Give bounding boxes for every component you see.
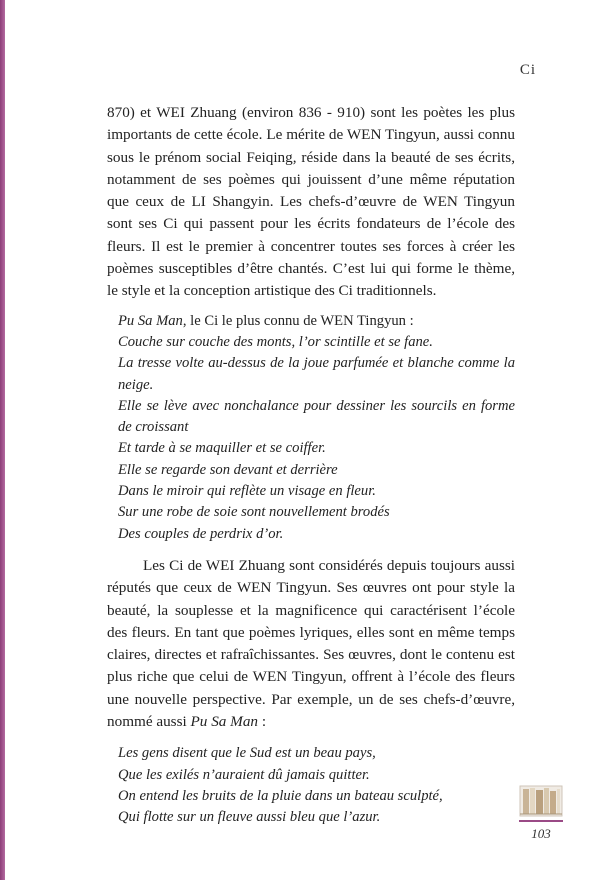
page-edge-strip — [0, 0, 5, 880]
poem-1-intro-text: , le Ci le plus connu de WEN Tingyun : — [182, 312, 414, 329]
poem-line: Dans le miroir qui reflète un visage en fleur. — [118, 483, 376, 500]
page-number: 103 — [531, 826, 551, 841]
poem-line: Des couples de perdrix d’or. — [118, 525, 284, 542]
poem-2 — [107, 743, 515, 828]
poem-line: On entend les bruits de la pluie dans un bateau sculpté, — [118, 787, 443, 804]
paragraph-2-title: Pu Sa Man — [190, 713, 259, 731]
paragraph-2-end: : — [258, 713, 267, 731]
poem-line: Couche sur couche des monts, l’or scintille et se fane. — [118, 333, 433, 350]
poem-line: Sur une robe de soie sont nouvellement brodés — [118, 504, 390, 521]
poem-line: Que les exilés n’auraient dû jamais quitter. — [118, 766, 370, 783]
poem-line: Elle se regarde son devant et derrière — [118, 461, 338, 478]
folio-rule — [519, 820, 563, 822]
poem-1 — [107, 311, 515, 545]
paragraph-2-text: Les Ci de WEI Zhuang sont considérés depuis toujours aussi réputés que ceux de WEN Tingyun. Ses œuvres ont pour style la beauté, la souplesse et la magnificence qui caractérisent l’école des fleurs. En tant que poèmes lyriques, elles sont en même temps claires, directes et rafraîchissantes. Ses œuvres, dont le contenu est plus riche que celui de WEN Tingyun, offrent à l’école des fleurs une nouvelle perspective. Par exemple, un de ses chefs-d’œuvre, nommé aussi — [107, 556, 515, 731]
poem-line: Qui flotte sur un fleuve aussi bleu que l’azur. — [118, 809, 381, 826]
paragraph-1: 870) et WEI Zhuang (environ 836 - 910) sont les poètes les plus importants de cette école. Le mérite de WEN Tingyun, aussi connu sous le prénom social Feiqing, réside dans la beauté de ses écrits, notamment de ses poèmes qui jouissent d’une même réputation que ceux de LI Shangyin. Les chefs-d’œuvre de WEN Tingyun sont ses Ci qui passent pour les écrits fondateurs de l’école des fleurs. Il est le premier à concentrer toutes ses forces à créer les poèmes susceptibles d’être chantés. C’est lui qui forme le thème, le style et la conception artistique des Ci traditionnels. — [107, 104, 515, 300]
poem-line: Et tarde à se maquiller et se coiffer. — [118, 440, 326, 457]
book-stack-icon — [519, 783, 563, 817]
poem-1-title: Pu Sa Man — [118, 312, 183, 329]
page-body — [107, 102, 515, 829]
poem-line: Elle se lève avec nonchalance pour dessiner les sourcils en forme de croissant — [118, 397, 515, 436]
running-head: Ci — [519, 62, 536, 78]
paragraph-2 — [107, 555, 515, 733]
poem-1-intro — [107, 311, 515, 332]
poem-line: Les gens disent que le Sud est un beau pays, — [118, 745, 376, 762]
poem-line: La tresse volte au-dessus de la joue parfumée et blanche comme la neige. — [118, 355, 515, 393]
